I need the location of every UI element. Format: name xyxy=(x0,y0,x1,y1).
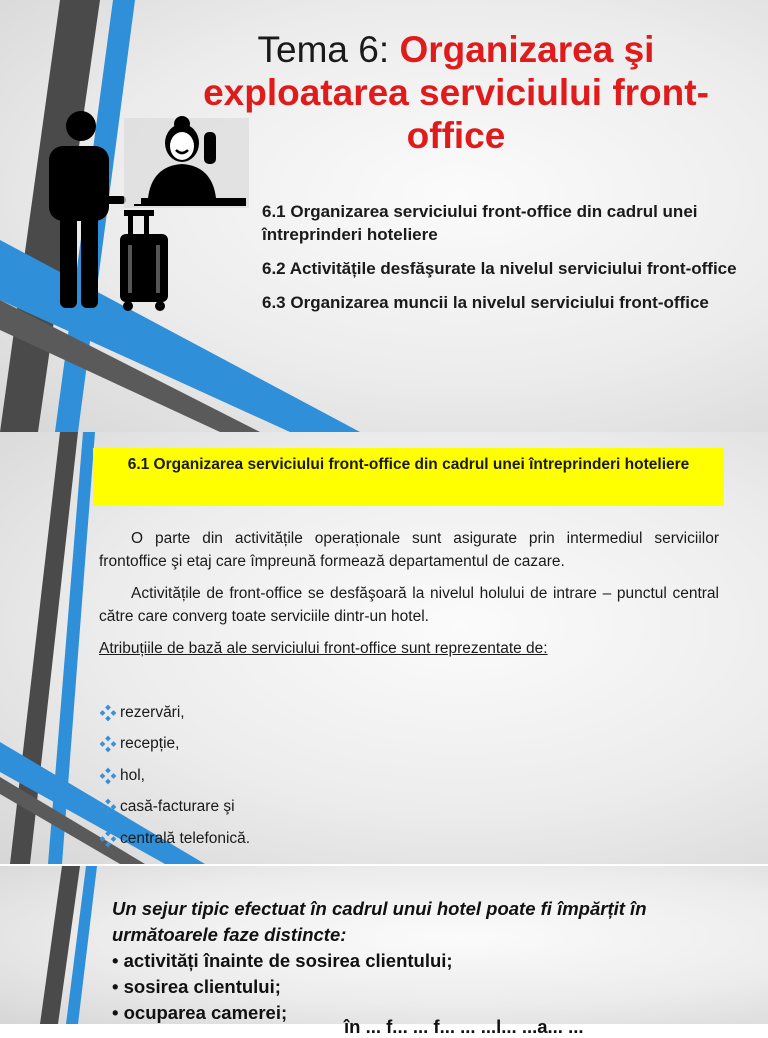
diamond-bullet-icon xyxy=(100,705,116,721)
list-item xyxy=(100,697,250,729)
list-item-text: centrală telefonică. xyxy=(120,829,251,847)
diamond-bullet-icon xyxy=(100,736,116,752)
topics-list xyxy=(262,200,762,325)
list-item: • ocuparea camerei; xyxy=(112,1002,288,1023)
cut-off-line: în ... f... ... f... ... ...l... ...a... ... xyxy=(344,1016,584,1037)
list-item-text: casă-facturare şi xyxy=(120,798,235,816)
list-item: • sosirea clientului; xyxy=(112,976,281,997)
slide1-title xyxy=(196,28,716,157)
list-item: • activități înainte de sosirea clientului; xyxy=(112,950,453,971)
section-banner: 6.1 Organizarea serviciului front-office din cadrul unei întreprinderi hoteliere xyxy=(93,448,724,506)
topic-item: 6.3 Organizarea muncii la nivelul serviciului front-office xyxy=(262,293,709,312)
slide3-body xyxy=(112,896,732,1026)
title-main: Organizarea şi exploatarea serviciului front-office xyxy=(203,29,709,156)
topic-item: 6.2 Activitățile desfăşurate la nivelul serviciului front-office xyxy=(262,259,737,278)
list-item xyxy=(100,760,250,792)
paragraph: O parte din activitățile operaționale sunt asigurate prin intermediul serviciilor frontoffice şi etaj care împreună formează departamentul de cazare. xyxy=(99,530,719,570)
list-item xyxy=(100,729,250,761)
diamond-bullet-icon xyxy=(100,799,116,815)
list-item-text: rezervări, xyxy=(120,703,185,721)
attributes-list xyxy=(100,697,250,855)
phases-intro: Un sejur tipic efectuat în cadrul unui hotel poate fi împărțit în următoarele faze distincte: xyxy=(112,898,647,945)
list-item xyxy=(100,823,250,855)
list-item-text: hol, xyxy=(120,766,145,784)
topic-item: 6.1 Organizarea serviciului front-office din cadrul unei întreprinderi hoteliere xyxy=(262,202,698,244)
diamond-bullet-icon xyxy=(100,768,116,784)
slide-title xyxy=(0,0,768,432)
slide2-body xyxy=(99,528,719,658)
title-prefix: Tema 6: xyxy=(257,29,400,70)
attributes-heading: Atribuțiile de bază ale serviciului front-office sunt reprezentate de: xyxy=(99,640,548,657)
slide-organization xyxy=(0,432,768,864)
slide-stay-phases xyxy=(0,866,768,1037)
diamond-bullet-icon xyxy=(100,831,116,847)
paragraph: Activitățile de front-office se desfăşoară la nivelul holului de intrare – punctul central către care converg toate serviciile dintr-un hotel. xyxy=(99,585,719,625)
list-item-text: recepție, xyxy=(120,735,180,753)
list-item xyxy=(100,792,250,824)
